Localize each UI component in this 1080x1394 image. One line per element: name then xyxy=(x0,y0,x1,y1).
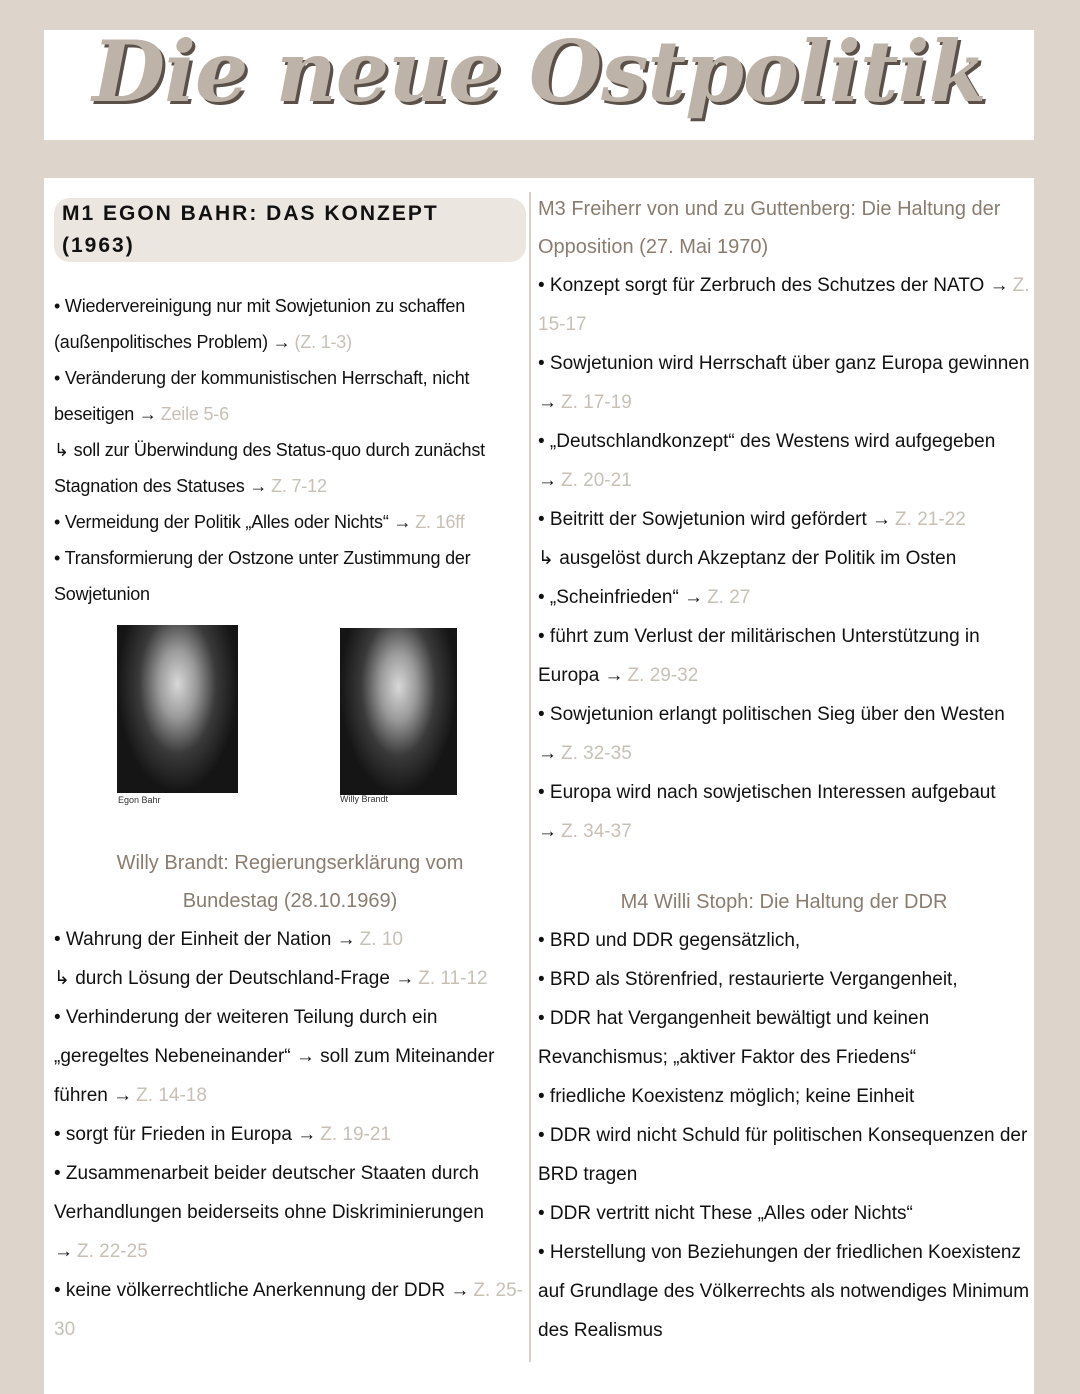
list-item xyxy=(54,504,526,540)
line-reference: Z. 16ff xyxy=(415,512,465,532)
line-reference: Z. 27 xyxy=(707,587,751,608)
list-item xyxy=(54,360,526,432)
list-item xyxy=(538,500,1030,539)
item-text: • führt zum Verlust der militärischen Unterstützung in Europa → xyxy=(538,626,980,686)
item-text: ↳ durch Lösung der Deutschland-Frage → xyxy=(54,968,415,989)
photo-caption: Willy Brandt xyxy=(340,794,389,804)
line-reference: Z. 19-21 xyxy=(320,1124,391,1145)
section-m2 xyxy=(54,844,526,1349)
m3-list xyxy=(538,266,1030,851)
line-reference: Z. 7-12 xyxy=(271,476,327,496)
item-text: • BRD als Störenfried, restaurierte Vergangenheit, xyxy=(538,969,958,990)
list-item xyxy=(54,920,526,959)
line-reference: Z. 34-37 xyxy=(561,821,632,842)
m1-list xyxy=(54,288,526,612)
list-item xyxy=(54,540,526,612)
list-item xyxy=(54,998,526,1115)
line-reference: (Z. 1-3) xyxy=(294,332,352,352)
item-text: • DDR wird nicht Schuld für politischen Konsequenzen der BRD tragen xyxy=(538,1125,1028,1185)
m4-list xyxy=(538,921,1030,1350)
line-reference: Z. 21-22 xyxy=(895,509,966,530)
item-text: • „Deutschlandkonzept“ des Westens wird aufgegeben → xyxy=(538,431,996,491)
decorative-band xyxy=(0,140,1080,178)
list-item xyxy=(538,539,1030,578)
section-heading-m3: M3 Freiherr von und zu Guttenberg: Die Haltung der Opposition (27. Mai 1970) xyxy=(538,198,1001,258)
m2-list xyxy=(54,920,526,1349)
item-text: • Europa wird nach sowjetischen Interessen aufgebaut → xyxy=(538,782,996,842)
list-item xyxy=(538,960,1030,999)
list-item xyxy=(538,422,1030,500)
item-text: • Herstellung von Beziehungen der friedlichen Koexistenz auf Grundlage des Völkerrechts als notwendiges Minimum des Realismus xyxy=(538,1242,1030,1341)
list-item xyxy=(54,288,526,360)
line-reference: Zeile 5-6 xyxy=(160,404,229,424)
list-item xyxy=(538,578,1030,617)
item-text: • Wiedervereinigung nur mit Sowjetunion zu schaffen (außenpolitisches Problem) → xyxy=(54,296,465,352)
line-reference: Z. 25-30 xyxy=(54,1280,523,1340)
list-item xyxy=(538,1116,1030,1194)
item-text: • Transformierung der Ostzone unter Zustimmung der Sowjetunion xyxy=(54,548,471,604)
item-text: • BRD und DDR gegensätzlich, xyxy=(538,930,801,951)
item-text: • keine völkerrechtliche Anerkennung der DDR → xyxy=(54,1280,470,1301)
list-item xyxy=(54,1271,526,1349)
item-text: • Beitritt der Sowjetunion wird gefördert → xyxy=(538,509,892,530)
line-reference: Z. 29-32 xyxy=(627,665,699,686)
line-reference: Z. 14-18 xyxy=(136,1085,207,1106)
item-text: • Veränderung der kommunistischen Herrschaft, nicht beseitigen → xyxy=(54,368,470,424)
item-text: • sorgt für Frieden in Europa → xyxy=(54,1124,317,1145)
list-item xyxy=(54,1154,526,1271)
list-item xyxy=(538,999,1030,1077)
list-item xyxy=(538,1077,1030,1116)
list-item xyxy=(54,1115,526,1154)
item-text: • DDR vertritt nicht These „Alles oder Nichts“ xyxy=(538,1203,913,1224)
heading-line: Willy Brandt: Regierungserklärung vom xyxy=(116,852,464,874)
heading-line: Bundestag (28.10.1969) xyxy=(182,890,398,912)
section-m1 xyxy=(54,198,526,612)
list-item xyxy=(538,266,1030,344)
line-reference: Z. 10 xyxy=(359,929,403,950)
item-text: • „Scheinfrieden“ → xyxy=(538,587,704,608)
line-reference: Z. 32-35 xyxy=(561,743,632,764)
line-reference: Z. 22-25 xyxy=(77,1241,148,1262)
item-text: • Konzept sorgt für Zerbruch des Schutzes der NATO → xyxy=(538,275,1009,296)
item-text: ↳ ausgelöst durch Akzeptanz der Politik im Osten xyxy=(538,548,957,569)
list-item xyxy=(54,432,526,504)
list-item xyxy=(538,344,1030,422)
item-text: • Wahrung der Einheit der Nation → xyxy=(54,929,356,950)
list-item xyxy=(538,1233,1030,1350)
list-item xyxy=(538,617,1030,695)
column-divider xyxy=(529,192,531,1362)
list-item xyxy=(54,959,526,998)
item-text: • friedliche Koexistenz möglich; keine Einheit xyxy=(538,1086,915,1107)
section-m3 xyxy=(538,190,1030,851)
list-item xyxy=(538,773,1030,851)
photo-caption: Egon Bahr xyxy=(118,795,161,805)
section-heading-m4: M4 Willi Stoph: Die Haltung der DDR xyxy=(620,891,948,913)
list-item xyxy=(538,921,1030,960)
line-reference: Z. 15-17 xyxy=(538,275,1030,335)
list-item xyxy=(538,695,1030,773)
portrait-egon-bahr xyxy=(117,625,238,793)
item-text: • DDR hat Vergangenheit bewältigt und keinen Revanchismus; „aktiver Faktor des Friedens“ xyxy=(538,1008,930,1068)
section-heading-m2 xyxy=(54,844,526,920)
list-item xyxy=(538,1194,1030,1233)
item-text: • Sowjetunion wird Herrschaft über ganz Europa gewinnen → xyxy=(538,353,1030,413)
item-text: • Verhinderung der weiteren Teilung durch ein „geregeltes Nebeneinander“ → soll zum Miteinander führen → xyxy=(54,1007,495,1106)
line-reference: Z. 17-19 xyxy=(561,392,632,413)
section-heading-m1: M1 EGON BAHR: DAS KONZEPT (1963) xyxy=(54,198,526,262)
item-text: • Vermeidung der Politik „Alles oder Nichts“ → xyxy=(54,512,412,532)
item-text: ↳ soll zur Überwindung des Status-quo durch zunächst Stagnation des Statuses → xyxy=(54,440,485,496)
line-reference: Z. 11-12 xyxy=(418,968,488,989)
portrait-willy-brandt xyxy=(340,628,457,795)
item-text: • Sowjetunion erlangt politischen Sieg über den Westen → xyxy=(538,704,1005,764)
section-m4 xyxy=(538,883,1030,1350)
page-title: Die neue Ostpolitik xyxy=(92,22,986,121)
item-text: • Zusammenarbeit beider deutscher Staaten durch Verhandlungen beiderseits ohne Diskriminierungen → xyxy=(54,1163,484,1262)
line-reference: Z. 20-21 xyxy=(561,470,632,491)
